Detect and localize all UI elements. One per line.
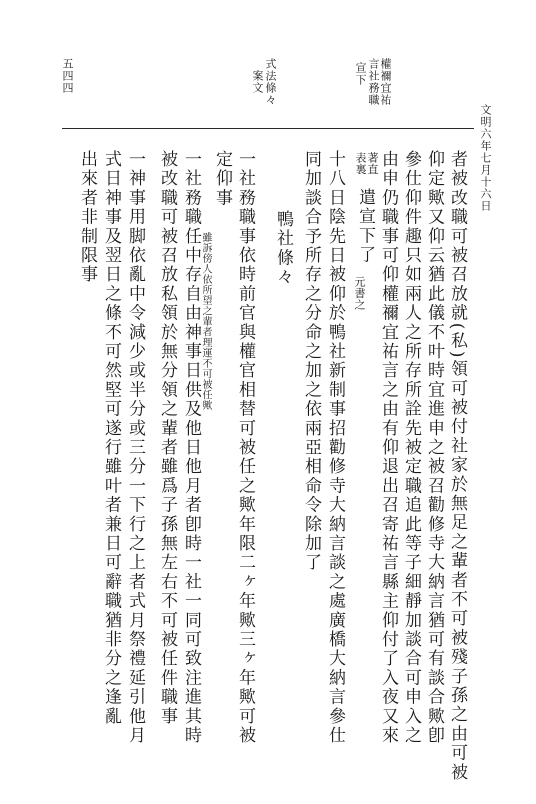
text-column-10-note: 雖訴傍人依所望之輩者理運不可被任歟 xyxy=(200,232,211,411)
inline-gensho: 元書之 xyxy=(353,276,366,311)
text-column-11: 一社務職任中存自由神事日供及他日他月者卽時一社一同可致注進其時 xyxy=(181,150,201,746)
inline-tsukai: 遣宣下了 xyxy=(355,188,375,265)
text-column-4: 由申仍職事可仰權禰宜祐言之由有仰退出召寄祐言縣主仰付了入夜又來 xyxy=(378,150,398,746)
text-column-3: 參仕仰件趣只如兩人之所存所詮先被定職追此等子細靜加談合可申入之 xyxy=(401,150,421,746)
text-column-15: 出來者非制限事 xyxy=(77,150,97,285)
text-column-6: 十八日陰先日被仰於鴨社新制事招勸修寺大納言談之處廣橋大納言參仕 xyxy=(325,150,345,746)
margin-note-2: 言社務職 xyxy=(367,58,380,106)
text-column-14: 式日神事及翌日之條不可然堅可遂行雖叶者兼日可辭職猶非分之逢亂 xyxy=(101,150,121,726)
text-column-5-note: 著直 xyxy=(366,152,379,175)
text-column-7: 同加談合予所存之分命之加之依兩亞相命令除加了 xyxy=(301,150,321,573)
margin-note-5: 案文 xyxy=(251,70,264,94)
text-column-13: 一神事用脚依亂中令減少或半分或三分一下行之上者式月祭禮延引他月 xyxy=(125,150,145,746)
text-column-5: 表裏 xyxy=(354,152,367,175)
text-column-2: 仰定歟又仰云猶此儀不叶時宜進申之被召勸修寺大納言猶可有談合歟卽 xyxy=(424,150,444,746)
margin-note-3: 宣下 xyxy=(354,62,367,86)
section-title: 鴨社條々 xyxy=(273,210,293,287)
header-rule xyxy=(62,128,474,129)
text-column-1: 者被改職可被召放就(私)領可被付社家於無足之輩者不可被殘子孫之由可被 xyxy=(447,150,467,783)
page-number: 五四四 xyxy=(61,58,74,94)
text-column-9: 一社務職事依時前官與權官相替可被任之歟年限二ヶ年歟三ヶ年歟可被 xyxy=(235,150,255,746)
margin-note-4: 式法條々 xyxy=(264,58,277,106)
text-column-10: 定仰事 xyxy=(212,150,232,208)
running-head: 文明六年七月十六日 xyxy=(479,104,492,212)
text-column-12: 被改職可被召放私領於無分領之輩者雖爲子孫無左右不可被任件職事 xyxy=(157,150,177,726)
margin-note-1: 權禰宜祐 xyxy=(379,58,392,106)
